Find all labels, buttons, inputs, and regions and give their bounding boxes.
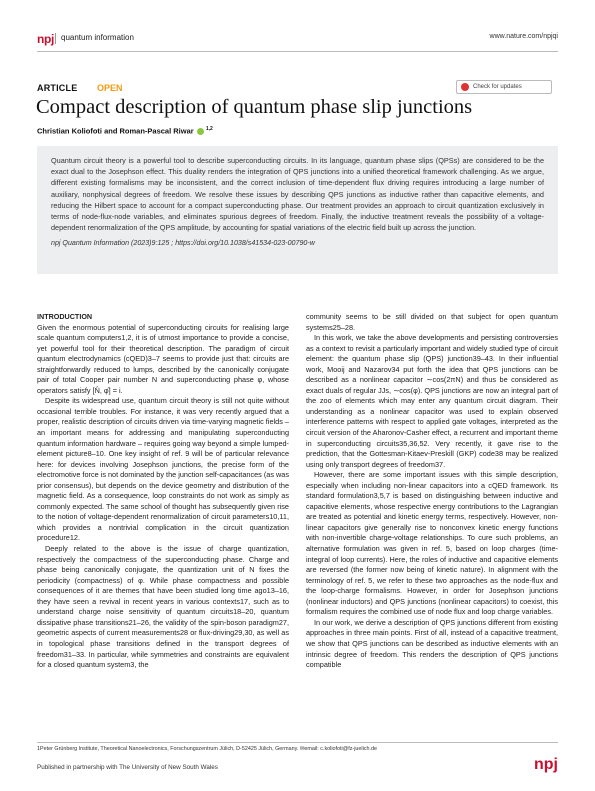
footnote-rule [37, 742, 558, 743]
check-for-updates-button[interactable] [456, 80, 552, 94]
article-type-label: ARTICLE [37, 83, 78, 93]
body-paragraph: Given the enormous potential of superconducting circuits for realising large scale quantum computers1,2, it is of utmost importance to provide a concise, yet powerful tool for their theoretical description. The paradigm of circuit quantum electrodynamics (cQED)3–7 seems to provide just that: circuits are straightforwardly reduced to lumps, described by the canonically conjugate pair of total Cooper pair number N and superconducting phase φ, whose operators satisfy [N̂, φ̂] = i. [37, 322, 289, 395]
header-rule [37, 51, 558, 52]
journal-url[interactable]: www.nature.com/npjqi [489, 33, 558, 40]
orcid-icon[interactable] [197, 128, 204, 135]
article-title: Compact description of quantum phase slip junctions [36, 96, 473, 118]
abstract-box [37, 146, 558, 274]
citation-line[interactable]: npj Quantum Information (2023)9:125 ; https://doi.org/10.1038/s41534-023-00790-w [51, 239, 315, 248]
body-paragraph: community seems to be still divided on that subject for open quantum systems25–28. [306, 312, 558, 332]
body-paragraph: Despite its widespread use, quantum circuit theory is still not quite without occasional terrible troubles. For instance, it was very recently argued that a proper, realistic description of circuits driven via time-varying magnetic fields – an important means for addressing and manipulating superconducting quantum information hardware – requires going way beyond a simple lumped-element picture8–10. One key insight of ref. 9 will be of particular relevance here: for devices involving Josephson junctions, the precise form of the electromotive force is not dominated by the junction self-capacitances (as was prior consensus), but depends on the device geometry and distribution of the magnetic field. As a consequence, loop constraints do not work as simply as commonly expected. The same school of thought has subsequently given rise to the notion of voltage-dependent renormalization of circuit parameters10,11, which provides a nontrivial complication in the circuit quantization procedure12. [37, 396, 289, 543]
author-names[interactable]: Christian Koliofoti and Roman-Pascal Riwar [37, 126, 194, 136]
publisher-line: Published in partnership with The University of New South Wales [37, 764, 218, 771]
header-divider [55, 33, 56, 44]
affiliation-footnote: 1Peter Grünberg Institute, Theoretical Nanoelectronics, Forschungszentrum Jülich, D-52425 Jülich, Germany. ✉email: c.koliofoti@fz-juelich.de [37, 746, 377, 752]
body-column-right [306, 312, 558, 671]
abstract-text: Quantum circuit theory is a powerful tool to describe superconducting circuits. In its language, quantum phase slips (QPSs) are considered to be the exact dual to the Josephson effect. This duality renders the integration of QPS junctions into a unified theoretical framework challenging. As we argue, different existing formalisms may be inconsistent, and the correct inclusion of time-dependent flux driving requires introducing a large number of auxiliary, nonphysical degrees of freedom. We resolve these issues by describing QPS junctions as inductive rather than capacitive elements, and reducing the Hilbert space to account for a compact superconducting phase. Our treatment provides an approach to circuit quantization exclusively in terms of node-flux-node variables, and eliminates spurious degrees of freedom. Finally, the inductive treatment reveals the possibility of a voltage-dependent renormalization of the QPS amplitude, by accounting for spatial variations of the electric field built up across the junction. [51, 156, 544, 233]
body-paragraph: However, there are some important issues with this simple description, especially when including non-linear capacitors into a cQED framework. Its standard formulation3,5,7 is based on distinguishing between inductive and capacitive elements, whose respective energy contributions to the Lagrangian are treated as potential and kinetic energy terms, respectively. However, non-linear capacitors give generally rise to nonconvex kinetic energy functions with non-invertible charge-voltage relationships. To cure such problems, an alternative formulation was given in ref. 5, based on loop charges (time-integral of loop currents). Here, the roles of inductive and capacitive elements are reversed (the former now being of kinetic nature). In alignment with the terminology of ref. 5, we refer to these two approaches as the node-flux and the loop-charge formalisms. However, in order for Josephson junctions (nonlinear inductors) and QPS junctions (nonlinear capacitors) to coexist, this formalism requires the combined use of node flux and loop charge variables. [306, 470, 558, 617]
check-for-updates-label: Check for updates [473, 84, 522, 90]
body-paragraph: In this work, we take the above developments and persisting controversies as a context to revisit a particularly important and widely studied type of circuit element: the quantum phase slip (QPS) junction39–43. In their influential work, Mooij and Nazarov34 put forth the idea that QPS junctions can be described as a nonlinear capacitor ∼cos(2πN) and thus be considered as exact duals of regular JJs, ∼cos(φ). QPS junctions are now an integral part of the zoo of elements which may enter any quantum circuit diagram. Their understanding as a nonlinear capacitor was used to explain observed interference patterns with respect to applied gate voltages, interpreted as the circuit version of the Aharonov-Casher effect, a recurrent and important theme in superconducting circuits35,36,52. Very recently, it gave rise to the prediction, that the Gottesman-Kitaev-Preskill (GKP) code38 may be realized using only transport degrees of freedom37. [306, 333, 558, 469]
open-access-label: OPEN [97, 83, 123, 93]
npj-footer-logo[interactable]: npj [534, 756, 558, 773]
body-paragraph: Deeply related to the above is the issue of charge quantization, respectively the compactness of the superconducting phase. Charge and phase being canonically conjugate, the quantization unit of N fixes the periodicity (compactness) of φ. While phase compactness and possible consequences of it are themes that have been studied long time ago13–16, they have seen a revival in recent years in various contexts17, such as to understand charge noise sensitivity of quantum circuits18–20, quantum dissipative phase transitions21–26, the validity of the spin-boson paradigm27, geometric aspects of current measurements28 or flux-driving29,30, as well as in topological phase transitions defined in the transport degrees of freedom31–33. In particular, while symmetries and constraints are equivalent for a closed quantum system3, the [37, 544, 289, 670]
journal-name[interactable]: quantum information [61, 33, 134, 42]
update-check-icon [461, 83, 469, 91]
npj-logo[interactable]: npj [37, 32, 55, 46]
body-column-left [37, 312, 289, 671]
body-paragraph: In our work, we derive a description of QPS junctions different from existing approaches in three main points. First of all, instead of a capacitive treatment, we show that QPS junctions can be described as inductive elements with an intrinsic degree of freedom. This renders the description of QPS junctions compatible [306, 617, 558, 670]
author-line [37, 126, 213, 136]
introduction-heading: INTRODUCTION [37, 312, 93, 321]
affiliation-superscript: 1,2 [205, 126, 213, 132]
